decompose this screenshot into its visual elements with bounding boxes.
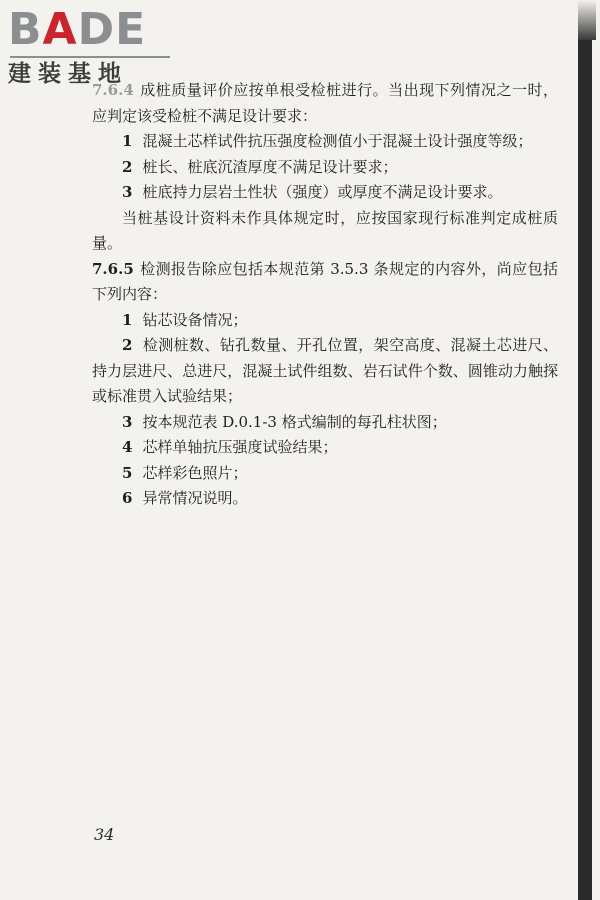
page-number: 34 [94, 825, 115, 844]
logo-divider [10, 56, 170, 58]
list-item: 2 检测桩数、钻孔数量、开孔位置，架空高度、混凝土芯进尺、持力层进尺、总进尺，混凝土试件组数、岩石试件个数、圆锥动力触探或标准贯入试验结果； [92, 336, 558, 405]
clause-7-6-5 [92, 257, 558, 308]
bade-logo [8, 6, 178, 88]
clause-number: 7.6.4 [92, 81, 134, 99]
logo-wordmark: BADE [8, 4, 147, 55]
clause-number: 7.6.5 [92, 259, 134, 278]
list-item: 3 桩底持力层岩土性状（强度）或厚度不满足设计要求。 [122, 183, 503, 201]
list-item: 3 按本规范表 D.0.1-3 格式编制的每孔柱状图； [122, 412, 447, 431]
document-body [92, 78, 558, 512]
clause-note: 当桩基设计资料未作具体规定时，应按国家现行标准判定成桩质量。 [92, 208, 558, 252]
logo-subtitle: 建装基地 [8, 61, 128, 87]
page-edge-shadow [578, 40, 592, 900]
page-edge-shadow-top [578, 0, 596, 40]
list-item: 1 钻芯设备情况； [122, 310, 248, 329]
list-item: 5 芯样彩色照片； [122, 463, 248, 482]
list-item: 2 桩长、桩底沉渣厚度不满足设计要求； [122, 157, 398, 176]
list-item: 4 芯样单轴抗压强度试验结果； [122, 438, 338, 456]
clause-text: 检测报告除应包括本规范第 3.5.3 条规定的内容外，尚应包括下列内容： [92, 259, 558, 303]
clause-text: 成桩质量评价应按单根受检桩进行。当出现下列情况之一时，应判定该受检桩不满足设计要求： [92, 81, 558, 125]
clause-7-6-4 [92, 78, 558, 129]
list-item: 6 异常情况说明。 [122, 489, 248, 507]
list-item: 1 混凝土芯样试件抗压强度检测值小于混凝土设计强度等级； [122, 132, 533, 150]
